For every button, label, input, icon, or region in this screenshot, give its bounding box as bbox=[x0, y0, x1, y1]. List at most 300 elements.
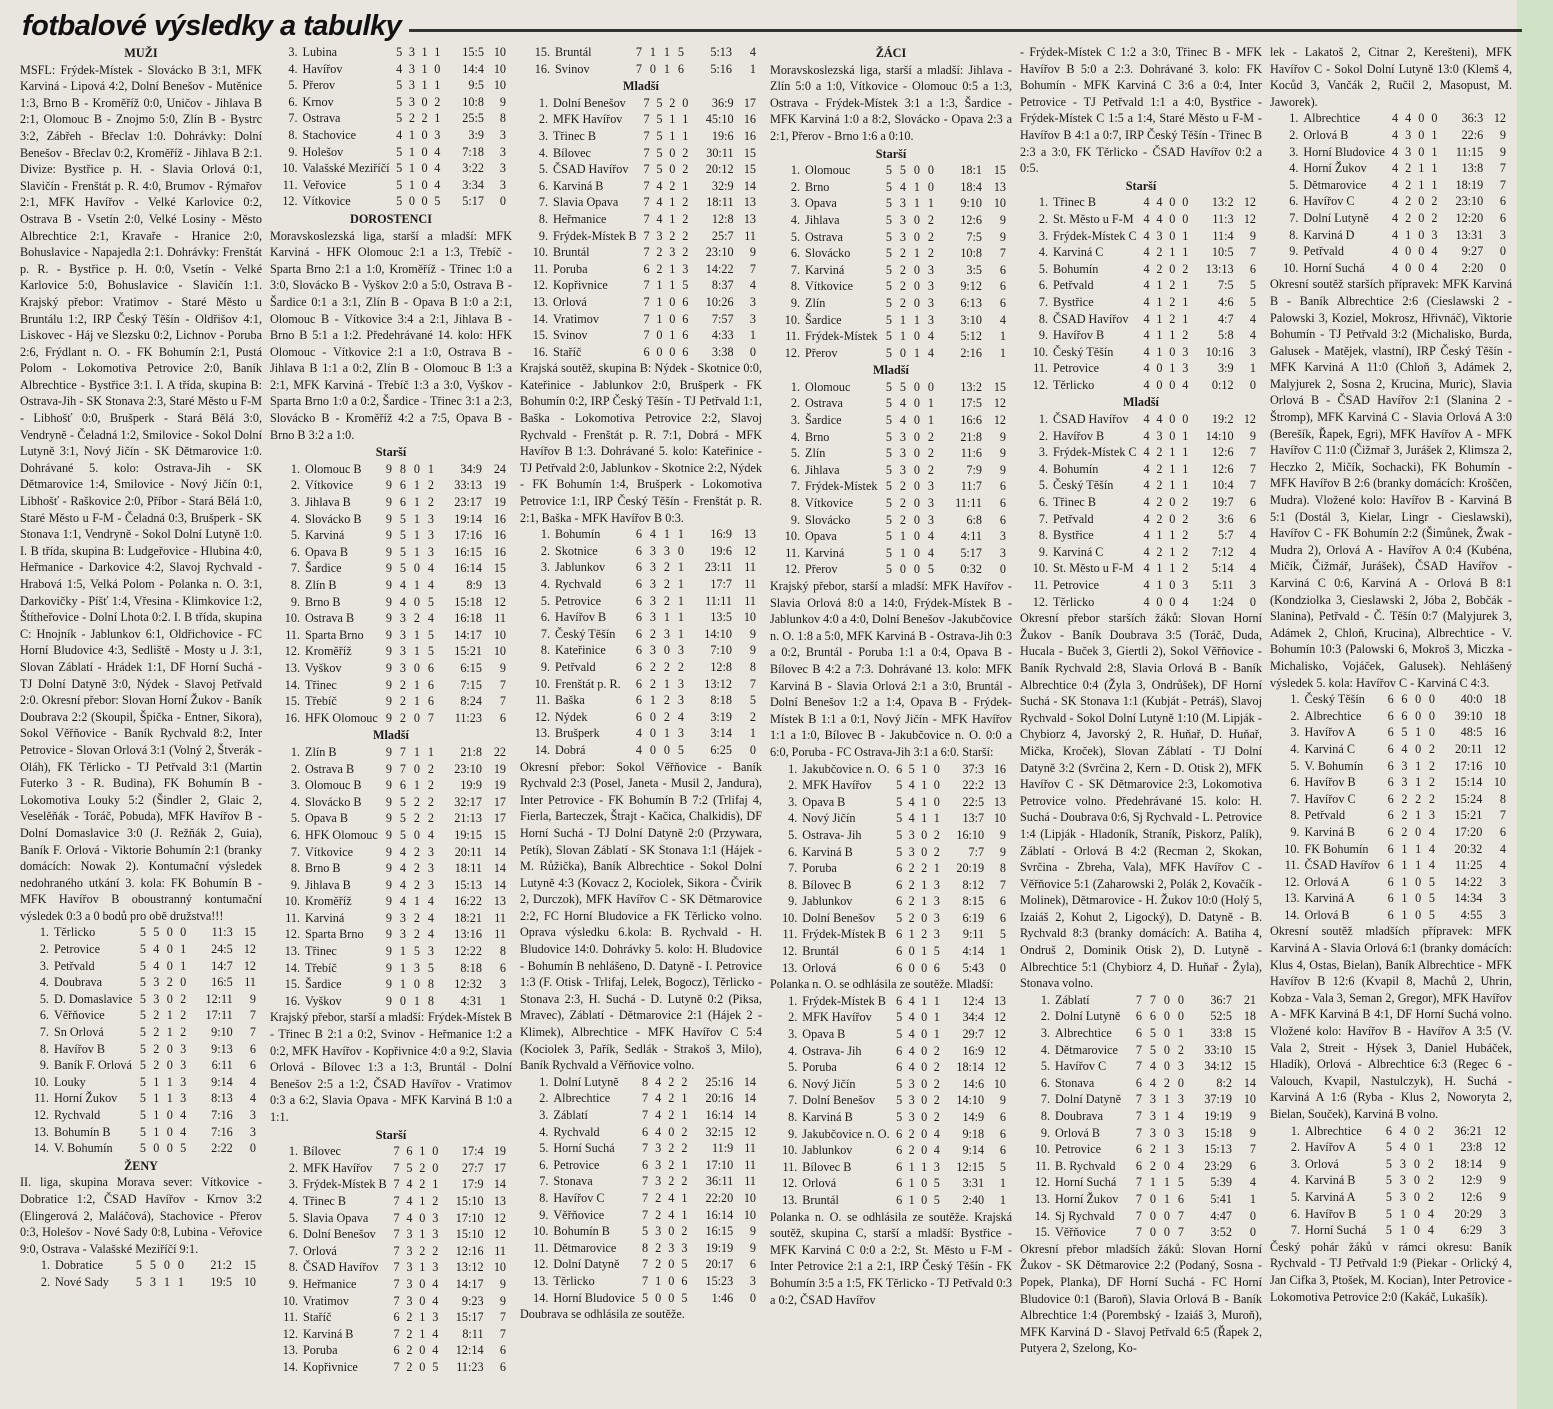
table-cell: 2 bbox=[899, 496, 906, 511]
table-cell: 5 bbox=[933, 944, 940, 959]
table-row bbox=[20, 991, 262, 1008]
table-cell: 6 bbox=[896, 877, 903, 892]
table-cell: 6 bbox=[643, 344, 650, 359]
table-cell: 40:0 bbox=[1460, 692, 1483, 707]
table-cell: 3 bbox=[1249, 344, 1256, 359]
table-cell: 17 bbox=[493, 794, 506, 809]
table-cell: 0 bbox=[668, 1224, 675, 1239]
table-row bbox=[770, 1126, 1012, 1143]
table-cell: 34:4 bbox=[962, 1010, 985, 1025]
table-cell: 17:11 bbox=[205, 1008, 233, 1023]
table-cell: 4 bbox=[396, 127, 403, 142]
table-cell: Dolní Lutyně bbox=[553, 1074, 619, 1089]
table-cell: 7 bbox=[393, 1359, 400, 1374]
table-row bbox=[1270, 193, 1512, 210]
table-row bbox=[1020, 327, 1262, 344]
table-cell: Karviná B bbox=[1304, 824, 1355, 839]
table-cell: 5 bbox=[885, 246, 892, 261]
table-row bbox=[270, 127, 512, 144]
table-cell: 5 bbox=[1428, 891, 1435, 906]
table-cell: 0 bbox=[1182, 211, 1189, 226]
table-cell: 8 bbox=[641, 1240, 649, 1255]
table-cell: Bílovec bbox=[552, 145, 591, 160]
table-cell: Jakubčovice n. O. bbox=[802, 1126, 890, 1141]
table-cell: 5:39 bbox=[1210, 1175, 1232, 1190]
table-cell: 1. bbox=[290, 461, 300, 476]
table-cell: 6 bbox=[1387, 824, 1394, 839]
table-cell: 5 bbox=[135, 1274, 142, 1289]
table-cell: 6 bbox=[427, 660, 434, 675]
table-cell: 1 bbox=[1415, 858, 1422, 873]
table-row bbox=[270, 993, 512, 1010]
table-cell: 20:32 bbox=[1454, 841, 1483, 856]
table-row bbox=[520, 1290, 762, 1307]
table-cell: 2 bbox=[427, 495, 434, 510]
table-cell: 12 bbox=[1243, 211, 1256, 226]
table-cell: 4 bbox=[1249, 328, 1256, 343]
table-cell: 9 bbox=[385, 561, 392, 576]
table-cell: 4 bbox=[432, 1293, 439, 1308]
table-cell: 8. bbox=[538, 211, 548, 226]
table-cell: 13 bbox=[993, 179, 1006, 194]
table-row bbox=[770, 212, 1012, 229]
table-cell: 2 bbox=[669, 178, 676, 193]
table-cell: 1 bbox=[419, 1144, 426, 1159]
table-cell: 3. bbox=[788, 1027, 798, 1042]
table-cell: 2:20 bbox=[1461, 260, 1484, 275]
table-cell: 1:24 bbox=[1211, 594, 1234, 609]
table-row bbox=[770, 462, 1012, 479]
table-cell: 2 bbox=[1149, 1158, 1156, 1173]
table-cell: 6:13 bbox=[960, 295, 982, 310]
table-cell: 1 bbox=[1415, 808, 1422, 823]
table-cell: 2 bbox=[1401, 824, 1408, 839]
table-row bbox=[270, 660, 512, 677]
table-cell: 15 bbox=[743, 162, 756, 177]
table-cell: Brušperk bbox=[555, 726, 600, 741]
table-cell: 2 bbox=[1156, 511, 1163, 526]
table-cell: Poruba bbox=[802, 1060, 837, 1075]
table-row bbox=[270, 160, 512, 177]
table-cell: Dětmarovice bbox=[553, 1240, 617, 1255]
article-text: Doubrava se odhlásila ze soutěže. bbox=[520, 1307, 685, 1322]
table-row bbox=[520, 161, 762, 178]
table-cell: 1 bbox=[413, 578, 420, 592]
table-cell: 0 bbox=[1249, 594, 1256, 609]
table-cell: 3 bbox=[180, 1058, 187, 1073]
table-cell: 0 bbox=[432, 1144, 439, 1159]
table-cell: 13. bbox=[284, 660, 300, 675]
table-cell: 1 bbox=[669, 261, 676, 276]
table-cell: 3 bbox=[499, 177, 506, 192]
table-cell: 2:40 bbox=[962, 1192, 985, 1207]
table-cell: 7 bbox=[1135, 1225, 1142, 1240]
table-row bbox=[770, 960, 1012, 977]
table-row bbox=[1270, 1189, 1512, 1206]
table-cell: 8:15 bbox=[962, 894, 985, 909]
table-cell: 1 bbox=[1149, 1175, 1156, 1190]
table-cell: 0 bbox=[656, 328, 663, 343]
table-cell: 4 bbox=[1143, 461, 1150, 476]
table-cell: 2 bbox=[413, 844, 420, 859]
table-cell: 17:20 bbox=[1454, 824, 1483, 839]
table-cell: 9 bbox=[385, 677, 392, 692]
table-cell: 12. bbox=[284, 644, 300, 659]
table-cell: 4 bbox=[249, 1074, 256, 1089]
table-cell: 0 bbox=[913, 413, 920, 428]
table-cell: 0 bbox=[180, 925, 187, 940]
table-cell: 0 bbox=[1163, 1059, 1170, 1074]
table-cell: 4 bbox=[749, 45, 756, 59]
table-cell: 0 bbox=[413, 461, 420, 476]
table-cell: 13. bbox=[533, 1273, 549, 1288]
article-text: Krajská soutěž, skupina B: Nýdek - Skotnice 0:0, Kateřinice - Jablunkov 2:0, Brušperk - FK Bohumín 0:2, IRP Český Těšín - TJ Petřvald 1:1, Baška - Lokomotiva Petrovice 2:2, Slavoj Rychvald - Frenštát p. R. 7:1, Dobrá - MFK Havířov B 1:3. Dohrávané 5. kolo: Kateřinice - TJ Petřvald 2:0, Jablunkov - Skotnice 2:2, Nýdek - FK Bohumín 1:4, Brušperk - Lokomotiva Petrovice 1:1, IRP Český Těšín - Frenštát p. R. 2:1, Baška - MFK Havířov B 0:3. bbox=[520, 361, 762, 525]
table-cell: 5 bbox=[885, 212, 892, 227]
table-cell: 14:10 bbox=[1205, 428, 1234, 443]
table-cell: 6 bbox=[635, 693, 642, 708]
table-cell: 1 bbox=[927, 413, 934, 428]
table-cell: 6 bbox=[677, 61, 684, 76]
table-row bbox=[1270, 708, 1512, 725]
table-row bbox=[1020, 1208, 1262, 1225]
table-cell: 5. bbox=[539, 1141, 549, 1156]
table-cell: 18:11 bbox=[454, 861, 482, 876]
table-cell: 19:19 bbox=[1204, 1109, 1232, 1123]
table-cell: 2 bbox=[682, 211, 689, 226]
table-cell: 4 bbox=[434, 161, 441, 176]
table-cell: 15:18 bbox=[1204, 1125, 1232, 1140]
table-cell: Dolní Datyně bbox=[553, 1257, 620, 1272]
table-row bbox=[770, 777, 1012, 794]
table-cell: 3 bbox=[649, 643, 656, 658]
table-cell: 3 bbox=[432, 1210, 439, 1225]
table-cell: 5 bbox=[885, 379, 892, 394]
table-cell: 8. bbox=[788, 877, 798, 892]
table-cell: 11. bbox=[1284, 858, 1300, 873]
table-cell: ČSAD Havířov bbox=[1052, 311, 1129, 326]
table-cell: 5 bbox=[677, 45, 684, 59]
table-cell: Věřňovice bbox=[53, 1008, 105, 1023]
subsection-heading: Mladší bbox=[1123, 395, 1159, 410]
table-cell: 3 bbox=[899, 462, 906, 477]
table-cell: 5 bbox=[413, 944, 420, 959]
table-row bbox=[1020, 461, 1262, 478]
table-row bbox=[270, 177, 512, 194]
table-cell: 4 bbox=[180, 1124, 187, 1139]
table-row bbox=[270, 511, 512, 528]
table-cell: 0 bbox=[419, 1343, 426, 1358]
table-cell: 1 bbox=[1156, 328, 1163, 343]
table-cell: 7 bbox=[1135, 1042, 1142, 1057]
table-cell: 13 bbox=[493, 1193, 506, 1208]
table-cell: 6 bbox=[635, 659, 642, 674]
table-cell: 2 bbox=[682, 162, 689, 177]
table-cell: Záblatí bbox=[1055, 992, 1090, 1007]
table-cell: 14:34 bbox=[1454, 891, 1483, 906]
table-cell: 16:15 bbox=[705, 1224, 734, 1239]
table-cell: 4 bbox=[655, 1108, 662, 1122]
table-cell: 6 bbox=[749, 1257, 756, 1272]
table-cell: 0 bbox=[933, 778, 940, 793]
table-cell: 1 bbox=[669, 211, 676, 226]
table-cell: 7 bbox=[643, 162, 650, 177]
table-cell: 7 bbox=[999, 877, 1006, 892]
table-cell: 0 bbox=[166, 1108, 173, 1122]
table-cell: Petřvald bbox=[1052, 278, 1094, 293]
table-cell: 1 bbox=[899, 312, 906, 327]
table-cell: 4 bbox=[1391, 177, 1399, 192]
table-cell: 5 bbox=[396, 161, 403, 176]
table-cell: 11:7 bbox=[960, 479, 982, 494]
column-3 bbox=[520, 44, 762, 1404]
table-cell: 10 bbox=[993, 811, 1006, 826]
table-cell: Záblatí bbox=[553, 1108, 588, 1122]
table-cell: 14 bbox=[743, 1074, 756, 1089]
table-cell: 15:10 bbox=[455, 1193, 484, 1208]
table-cell: 7 bbox=[635, 45, 642, 59]
table-cell: 4 bbox=[908, 1060, 915, 1075]
table-cell: 21:8 bbox=[460, 744, 482, 759]
table-row bbox=[270, 710, 512, 727]
table-row bbox=[270, 926, 512, 943]
table-cell: 14:17 bbox=[455, 1276, 484, 1291]
table-cell: 3. bbox=[1038, 445, 1048, 460]
table-cell: 0 bbox=[421, 144, 428, 159]
table-cell: Nové Sady bbox=[55, 1274, 109, 1289]
table-cell: ČSAD Havířov bbox=[1304, 858, 1381, 873]
table-row bbox=[270, 1210, 512, 1227]
table-cell: 37:3 bbox=[962, 761, 985, 776]
table-cell: 4 bbox=[1156, 211, 1163, 226]
table-cell: 5 bbox=[396, 177, 403, 192]
table-cell: 1 bbox=[408, 127, 415, 142]
table-cell: 5 bbox=[885, 446, 892, 461]
table-cell: 0 bbox=[649, 726, 656, 741]
table-cell: Třebíč bbox=[305, 960, 337, 975]
table-cell: Třinec B bbox=[1052, 495, 1096, 510]
table-cell: 6 bbox=[999, 479, 1006, 494]
table-cell: 4 bbox=[655, 1091, 662, 1106]
table-cell: 5 bbox=[749, 693, 756, 708]
table-cell: 4 bbox=[1399, 1140, 1406, 1155]
table-cell: 0 bbox=[1163, 1042, 1170, 1057]
table-cell: Brno B bbox=[305, 861, 341, 876]
table-cell: 14 bbox=[493, 861, 506, 876]
table-cell: 9. bbox=[788, 1126, 798, 1141]
table-cell: 7 bbox=[427, 710, 434, 725]
table-cell: Horní Bludovice bbox=[1303, 144, 1385, 159]
table-cell: 9 bbox=[499, 1293, 506, 1308]
table-cell: 7:5 bbox=[966, 229, 982, 244]
table-cell: 4 bbox=[908, 794, 915, 809]
table-cell: 4 bbox=[656, 195, 663, 210]
table-cell: 6 bbox=[682, 344, 689, 359]
table-cell: 3 bbox=[499, 144, 506, 159]
table-cell: Petřvald bbox=[555, 659, 596, 674]
table-cell: 2 bbox=[1149, 1142, 1156, 1157]
table-cell: 6 bbox=[1387, 891, 1394, 906]
table-cell: 11. bbox=[1033, 361, 1048, 376]
table-cell: 3:38 bbox=[711, 344, 734, 359]
standings-table bbox=[270, 1143, 512, 1375]
table-cell: 2 bbox=[1427, 1173, 1434, 1188]
table-cell: 7:18 bbox=[462, 144, 484, 159]
table-cell: 0 bbox=[913, 545, 920, 560]
table-cell: 21:2 bbox=[210, 1258, 232, 1273]
table-cell: 5 bbox=[681, 1257, 688, 1272]
table-cell: 8:9 bbox=[466, 578, 482, 592]
table-cell: 10. bbox=[1032, 344, 1048, 359]
table-cell: 18 bbox=[1493, 708, 1506, 723]
table-cell: 5 bbox=[1428, 907, 1435, 922]
table-cell: 0 bbox=[913, 396, 920, 411]
table-cell: 2. bbox=[790, 179, 800, 194]
table-cell: 5 bbox=[396, 78, 403, 93]
table-cell: Přerov bbox=[805, 345, 838, 360]
table-cell: 0 bbox=[999, 562, 1006, 577]
table-cell: 4 bbox=[655, 1124, 662, 1139]
table-cell: Orlová bbox=[302, 1243, 337, 1258]
table-row bbox=[20, 1057, 262, 1074]
table-cell: 0 bbox=[1149, 1208, 1156, 1223]
table-cell: 16:14 bbox=[705, 1108, 734, 1122]
table-cell: 0 bbox=[921, 1176, 928, 1191]
table-cell: 7 bbox=[249, 1008, 256, 1023]
table-row bbox=[20, 1274, 262, 1291]
table-row bbox=[270, 560, 512, 577]
table-cell: 3 bbox=[413, 960, 420, 975]
table-cell: 1 bbox=[427, 744, 434, 759]
table-cell: 4 bbox=[399, 861, 406, 876]
table-cell: Albrechtice bbox=[1303, 111, 1361, 126]
table-cell: 2. bbox=[39, 942, 49, 957]
table-cell: 10 bbox=[1493, 775, 1506, 790]
table-cell: 5 bbox=[999, 927, 1006, 942]
table-cell: 6 bbox=[635, 643, 642, 658]
table-cell: 0 bbox=[1163, 1158, 1170, 1173]
table-cell: Dolní Benešov bbox=[302, 1227, 376, 1242]
article-text: Polanka n. O. se odhlásila ze soutěže. Krajská soutěž, skupina C, starší a mladší: Bystřice - MFK Karviná C 0:0 a 2:2, St. Město u F-M - Inter Petrovice 2:1 a 2:1, IRP Český Těšín - FK Bohumín 3:5 a 1:5, FK Těrlicko - TJ Petřvald 0:3 a 0:2, ČSAD Havířov bbox=[770, 1209, 1012, 1307]
table-row bbox=[1270, 1206, 1512, 1223]
table-cell: 1 bbox=[153, 1074, 160, 1089]
table-cell: 6 bbox=[1135, 1026, 1142, 1041]
table-cell: 2 bbox=[649, 676, 656, 691]
table-cell: 4 bbox=[434, 177, 441, 192]
table-cell: 12 bbox=[493, 1227, 506, 1242]
table-cell: Rychvald bbox=[53, 1108, 101, 1122]
table-cell: 5 bbox=[677, 742, 684, 757]
table-cell: 9 bbox=[385, 660, 392, 675]
table-cell: Petřvald bbox=[1304, 808, 1346, 823]
table-cell: 34:9 bbox=[460, 461, 482, 476]
table-cell: 10. bbox=[1032, 561, 1048, 576]
table-cell: 3 bbox=[933, 877, 940, 892]
table-cell: 0 bbox=[1156, 361, 1163, 376]
table-cell: 3 bbox=[655, 1157, 662, 1172]
table-cell: 0 bbox=[913, 429, 920, 444]
table-cell: 6 bbox=[1135, 1158, 1142, 1173]
table-cell: 0 bbox=[921, 1043, 928, 1058]
table-cell: 2 bbox=[682, 195, 689, 210]
table-cell: 1 bbox=[180, 942, 187, 957]
table-cell: 13. bbox=[1284, 891, 1300, 906]
table-cell: 7 bbox=[643, 294, 650, 309]
table-cell: 0 bbox=[913, 462, 920, 477]
table-cell: 13. bbox=[532, 294, 548, 309]
table-cell: MFK Havířov bbox=[302, 1160, 373, 1175]
table-cell: 16. bbox=[284, 710, 300, 725]
table-cell: 5 bbox=[885, 462, 892, 477]
table-cell: 2 bbox=[1177, 1042, 1184, 1057]
table-cell: 6:15 bbox=[460, 660, 482, 675]
table-cell: 3:19 bbox=[710, 709, 732, 724]
table-cell: 0 bbox=[921, 844, 928, 859]
table-cell: 19:14 bbox=[454, 511, 482, 526]
table-cell: 4. bbox=[1289, 161, 1299, 176]
table-cell: Frenštát p. R. bbox=[555, 676, 621, 691]
table-cell: 3 bbox=[432, 1260, 439, 1275]
table-cell: 3 bbox=[649, 610, 656, 625]
table-cell: 2 bbox=[432, 1243, 439, 1258]
table-cell: Třinec bbox=[305, 944, 337, 959]
table-cell: 1 bbox=[1182, 228, 1189, 243]
table-cell: 2 bbox=[1169, 278, 1176, 293]
table-cell: Český Těšín bbox=[1304, 692, 1365, 707]
table-cell: 1 bbox=[1169, 361, 1176, 376]
table-row bbox=[1020, 1058, 1262, 1075]
table-cell: 15 bbox=[993, 379, 1006, 394]
table-cell: 11. bbox=[785, 329, 800, 344]
table-cell: 6 bbox=[1249, 511, 1256, 526]
table-cell: 1 bbox=[663, 726, 670, 741]
table-cell: 2 bbox=[419, 1177, 426, 1192]
table-cell: 9 bbox=[1249, 1125, 1256, 1140]
table-cell: 2. bbox=[290, 478, 300, 493]
table-cell: 2 bbox=[663, 560, 670, 575]
table-cell: 9 bbox=[1249, 428, 1256, 443]
article-text: Okresní přebor starších žáků: Slovan Horní Žukov - Baník Doubrava 3:5 (Toráč, Duda, Hucala - Buček 3, Giertli 2), Sokol Věřňovice - Baník Rychvald 2:8, Slavia Orlová B - Baník Albrechtice 0:4 (Žyla 3, Ondrůšek), DF Horní Suchá - SK Stonava 1:1 (Kubját - Petráš), Slavoj Rychvald - Sokol Dolní Lutyně 1:10 (M. Lipják - Chybiorz 4, Javorský 2, R. Huňař, D. Huňař, Mička, Kroček), Slovan Záblatí - TJ Dolní Datyně 3:2 (Svrčina 2, Kern - D. Otisk 2), MFK Havířov C - SK Dětmarovice 2:3, Lokomotiva Petrovice volno. Předehrávané 15. kolo: H. Suchá - Doubrava 0:6, Sj Rychvald - L. Petrovice 1:4 (Lipják - Hladoník, Straník, Piskorz, Palík), Záblatí - Orlová B 4:2 (Recman 2, Skokan, Svrčina - Zbreha, Vala), MFK Havířov C - Věřňovice 5:1 (Zaharowski 2, Polák 2, Kovačík - Molinek), Dětmarovice - H. Žukov 10:0 (Holý 5, Izaiáš 2, Kohut 2, Ligocký), D. Datyně - B. Rychvald 8:3 (branky domácích: A. Batiha 4, Ondruš 2, Dominik Otisk 2), D. Lutyně - Albrechtice 5:1 (Chybiorz 4, D. Huňař - Žyla), Stonava volno. bbox=[1020, 611, 1262, 991]
table-cell: 1 bbox=[399, 977, 406, 992]
table-cell: 5 bbox=[899, 379, 906, 394]
table-cell: 0 bbox=[1499, 260, 1506, 275]
table-cell: 12. bbox=[782, 944, 798, 959]
table-row bbox=[520, 261, 762, 278]
table-cell: 7 bbox=[635, 61, 642, 76]
table-cell: 3:9 bbox=[1217, 361, 1234, 376]
table-cell: 2 bbox=[908, 877, 915, 892]
table-cell: 2 bbox=[668, 1074, 675, 1089]
table-cell: 6 bbox=[1149, 1009, 1156, 1024]
table-cell: 1 bbox=[933, 1010, 940, 1025]
table-row bbox=[1020, 527, 1262, 544]
table-cell: 3 bbox=[655, 1174, 662, 1189]
table-cell: 4 bbox=[899, 413, 906, 428]
table-cell: 6. bbox=[540, 610, 550, 625]
table-cell: 2 bbox=[927, 462, 934, 477]
table-cell: 12. bbox=[282, 1326, 298, 1341]
table-cell: 0 bbox=[1418, 210, 1425, 225]
table-cell: 0 bbox=[421, 94, 428, 109]
table-cell: 4 bbox=[1391, 244, 1399, 259]
table-cell: 4:11 bbox=[960, 529, 982, 544]
table-row bbox=[520, 1074, 762, 1091]
table-cell: 18:19 bbox=[1455, 177, 1484, 192]
table-cell: 1. bbox=[1290, 692, 1300, 707]
table-cell: 7 bbox=[393, 1293, 400, 1308]
table-row bbox=[270, 1226, 512, 1243]
table-cell: 10. bbox=[782, 1143, 798, 1158]
table-cell: 2 bbox=[908, 1143, 915, 1158]
